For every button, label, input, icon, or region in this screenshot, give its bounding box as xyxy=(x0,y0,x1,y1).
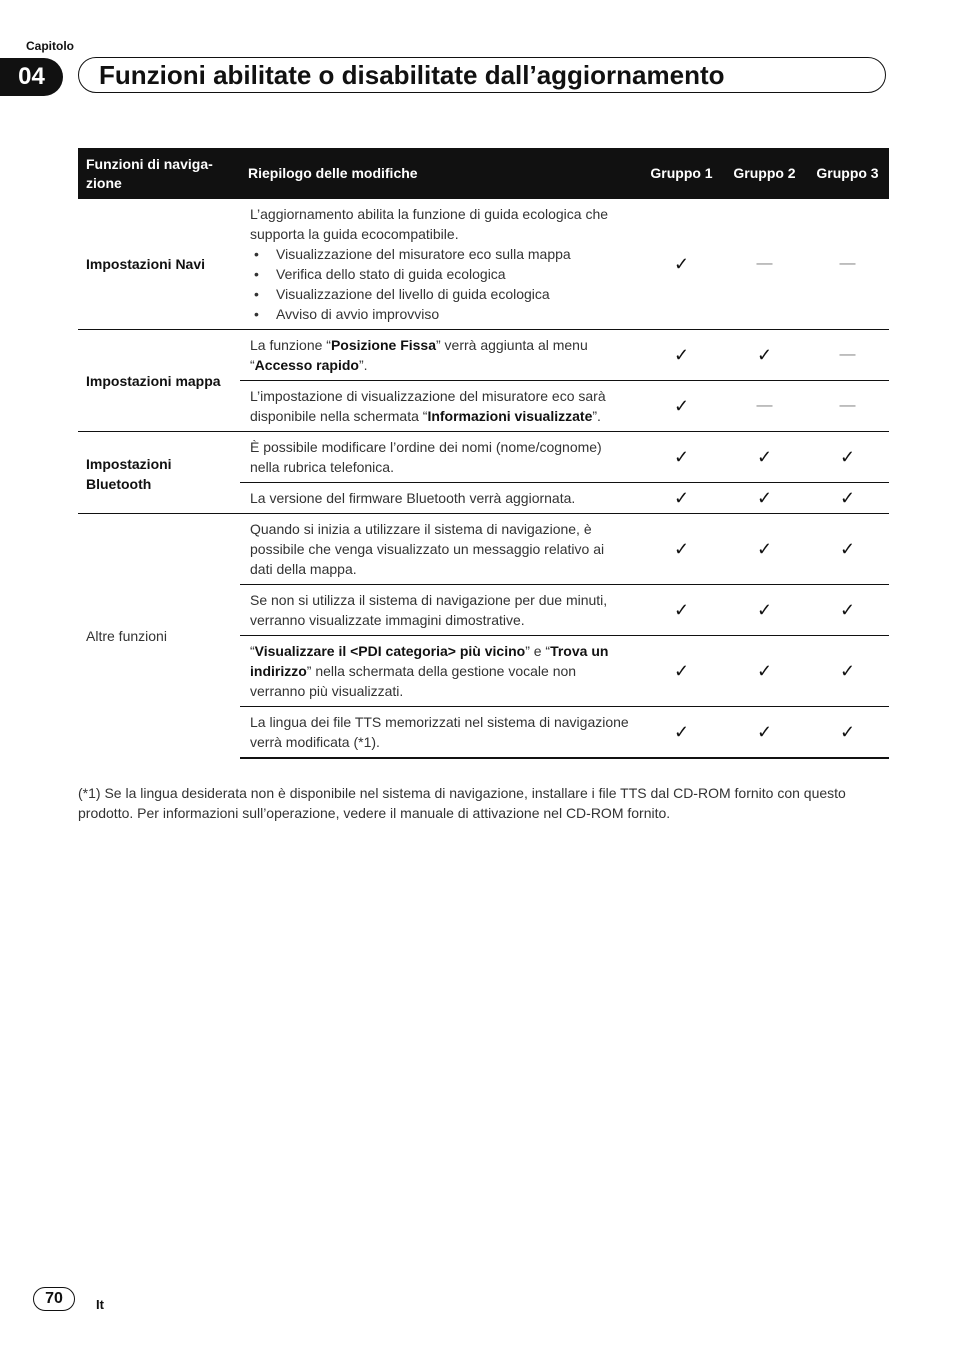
header-group-3: Gruppo 3 xyxy=(806,148,889,199)
row-summary-altre-1: Quando si inizia a utilizzare il sistema di navigazione, è possibile che venga visualizzato un messaggio relativo ai dati della mappa. xyxy=(240,514,640,585)
header-group-1: Gruppo 1 xyxy=(640,148,723,199)
list-item: • Visualizzazione del livello di guida ecologica xyxy=(250,284,630,304)
check-mark: ✓ xyxy=(806,707,889,759)
dash-mark: — xyxy=(806,381,889,432)
check-mark: ✓ xyxy=(640,514,723,585)
check-mark: ✓ xyxy=(806,432,889,483)
check-mark: ✓ xyxy=(806,636,889,707)
dash-mark: — xyxy=(756,255,773,272)
text-segment: ” e “ xyxy=(525,643,551,659)
check-mark: ✓ xyxy=(723,483,806,514)
text-bold: Posizione Fissa xyxy=(330,337,436,353)
check-mark: ✓ xyxy=(806,514,889,585)
check-mark: ✓ xyxy=(723,330,806,381)
row-summary-bt-1: È possibile modificare l’ordine dei nomi (nome/cognome) nella rubrica telefonica. xyxy=(240,432,640,483)
features-table xyxy=(78,148,889,759)
list-item: • Avviso di avvio improvviso xyxy=(250,304,630,324)
dash-mark: — xyxy=(839,255,856,272)
check-mark: ✓ xyxy=(723,514,806,585)
check-mark: ✓ xyxy=(723,585,806,636)
table-header-row xyxy=(78,148,889,199)
table-row xyxy=(78,330,889,381)
check-mark: ✓ xyxy=(673,254,690,274)
check-mark: ✓ xyxy=(640,707,723,759)
text-bold: Visualizzare il <PDI categoria> più vicino xyxy=(254,643,526,659)
text-segment: ” verrà aggiunta al menu “ xyxy=(250,337,588,373)
row-name-navi: Impostazioni Navi xyxy=(86,256,206,272)
list-item: • Visualizzazione del misuratore eco sulla mappa xyxy=(250,244,630,264)
dash-mark: — xyxy=(806,330,889,381)
navi-bullets xyxy=(250,244,630,324)
check-mark: ✓ xyxy=(640,330,723,381)
header-function: Funzioni di naviga-zione xyxy=(78,148,240,199)
row-summary-altre-4: La lingua dei file TTS memorizzati nel sistema di navigazione verrà modificata (*1). xyxy=(240,707,640,759)
text-segment: L’impostazione di visualizzazione del misuratore eco sarà disponibile nella schermata “ xyxy=(250,388,606,424)
check-mark: ✓ xyxy=(723,707,806,759)
text-segment: “ xyxy=(250,643,255,659)
table-row xyxy=(78,432,889,483)
check-mark: ✓ xyxy=(806,483,889,514)
chapter-label: Capitolo xyxy=(26,39,74,53)
text-bold: Trova un indirizzo xyxy=(250,643,609,679)
check-mark: ✓ xyxy=(640,585,723,636)
text-segment: ” nella schermata della gestione vocale non verranno più visualizzati. xyxy=(250,663,577,699)
row-name-bluetooth: Impostazioni Bluetooth xyxy=(78,432,240,514)
text-bold: Informazioni visualizzate xyxy=(427,408,593,424)
check-mark: ✓ xyxy=(640,381,723,432)
navi-intro: L’aggiornamento abilita la funzione di guida ecologica che supporta la guida ecocompatibile. xyxy=(250,206,609,242)
check-mark: ✓ xyxy=(723,636,806,707)
check-mark: ✓ xyxy=(723,432,806,483)
row-summary-mappa-2 xyxy=(240,381,640,432)
language-code: It xyxy=(96,1297,104,1312)
check-mark: ✓ xyxy=(806,585,889,636)
text-bold: Accesso rapido xyxy=(254,357,359,373)
chapter-number: 04 xyxy=(0,58,63,96)
row-summary-altre-2: Se non si utilizza il sistema di navigazione per due minuti, verranno visualizzate immagini dimostrative. xyxy=(240,585,640,636)
header-group-2: Gruppo 2 xyxy=(723,148,806,199)
text-segment: ”. xyxy=(358,357,368,373)
footnote: (*1) Se la lingua desiderata non è disponibile nel sistema di navigazione, installare i file TTS dal CD-ROM fornito con questo prodotto. Per informazioni sull’operazione, vedere il manuale di attivazione nel CD-ROM fornito. xyxy=(78,785,846,821)
row-name-mappa: Impostazioni mappa xyxy=(78,330,240,432)
header-summary: Riepilogo delle modifiche xyxy=(240,148,640,199)
check-mark: ✓ xyxy=(640,432,723,483)
page-number: 70 xyxy=(33,1287,75,1311)
row-summary-navi xyxy=(240,199,640,330)
list-item: • Verifica dello stato di guida ecologica xyxy=(250,264,630,284)
row-name-altre: Altre funzioni xyxy=(78,514,240,759)
text-segment: ”. xyxy=(592,408,601,424)
check-mark: ✓ xyxy=(640,483,723,514)
dash-mark: — xyxy=(723,381,806,432)
row-summary-mappa-1 xyxy=(240,330,640,381)
page-title: Funzioni abilitate o disabilitate dall’aggiornamento xyxy=(78,57,886,93)
row-summary-altre-3 xyxy=(240,636,640,707)
table-row xyxy=(78,199,889,330)
row-summary-bt-2: La versione del firmware Bluetooth verrà aggiornata. xyxy=(240,483,640,514)
text-segment: La funzione “ xyxy=(250,337,331,353)
table-row xyxy=(78,514,889,585)
check-mark: ✓ xyxy=(640,636,723,707)
